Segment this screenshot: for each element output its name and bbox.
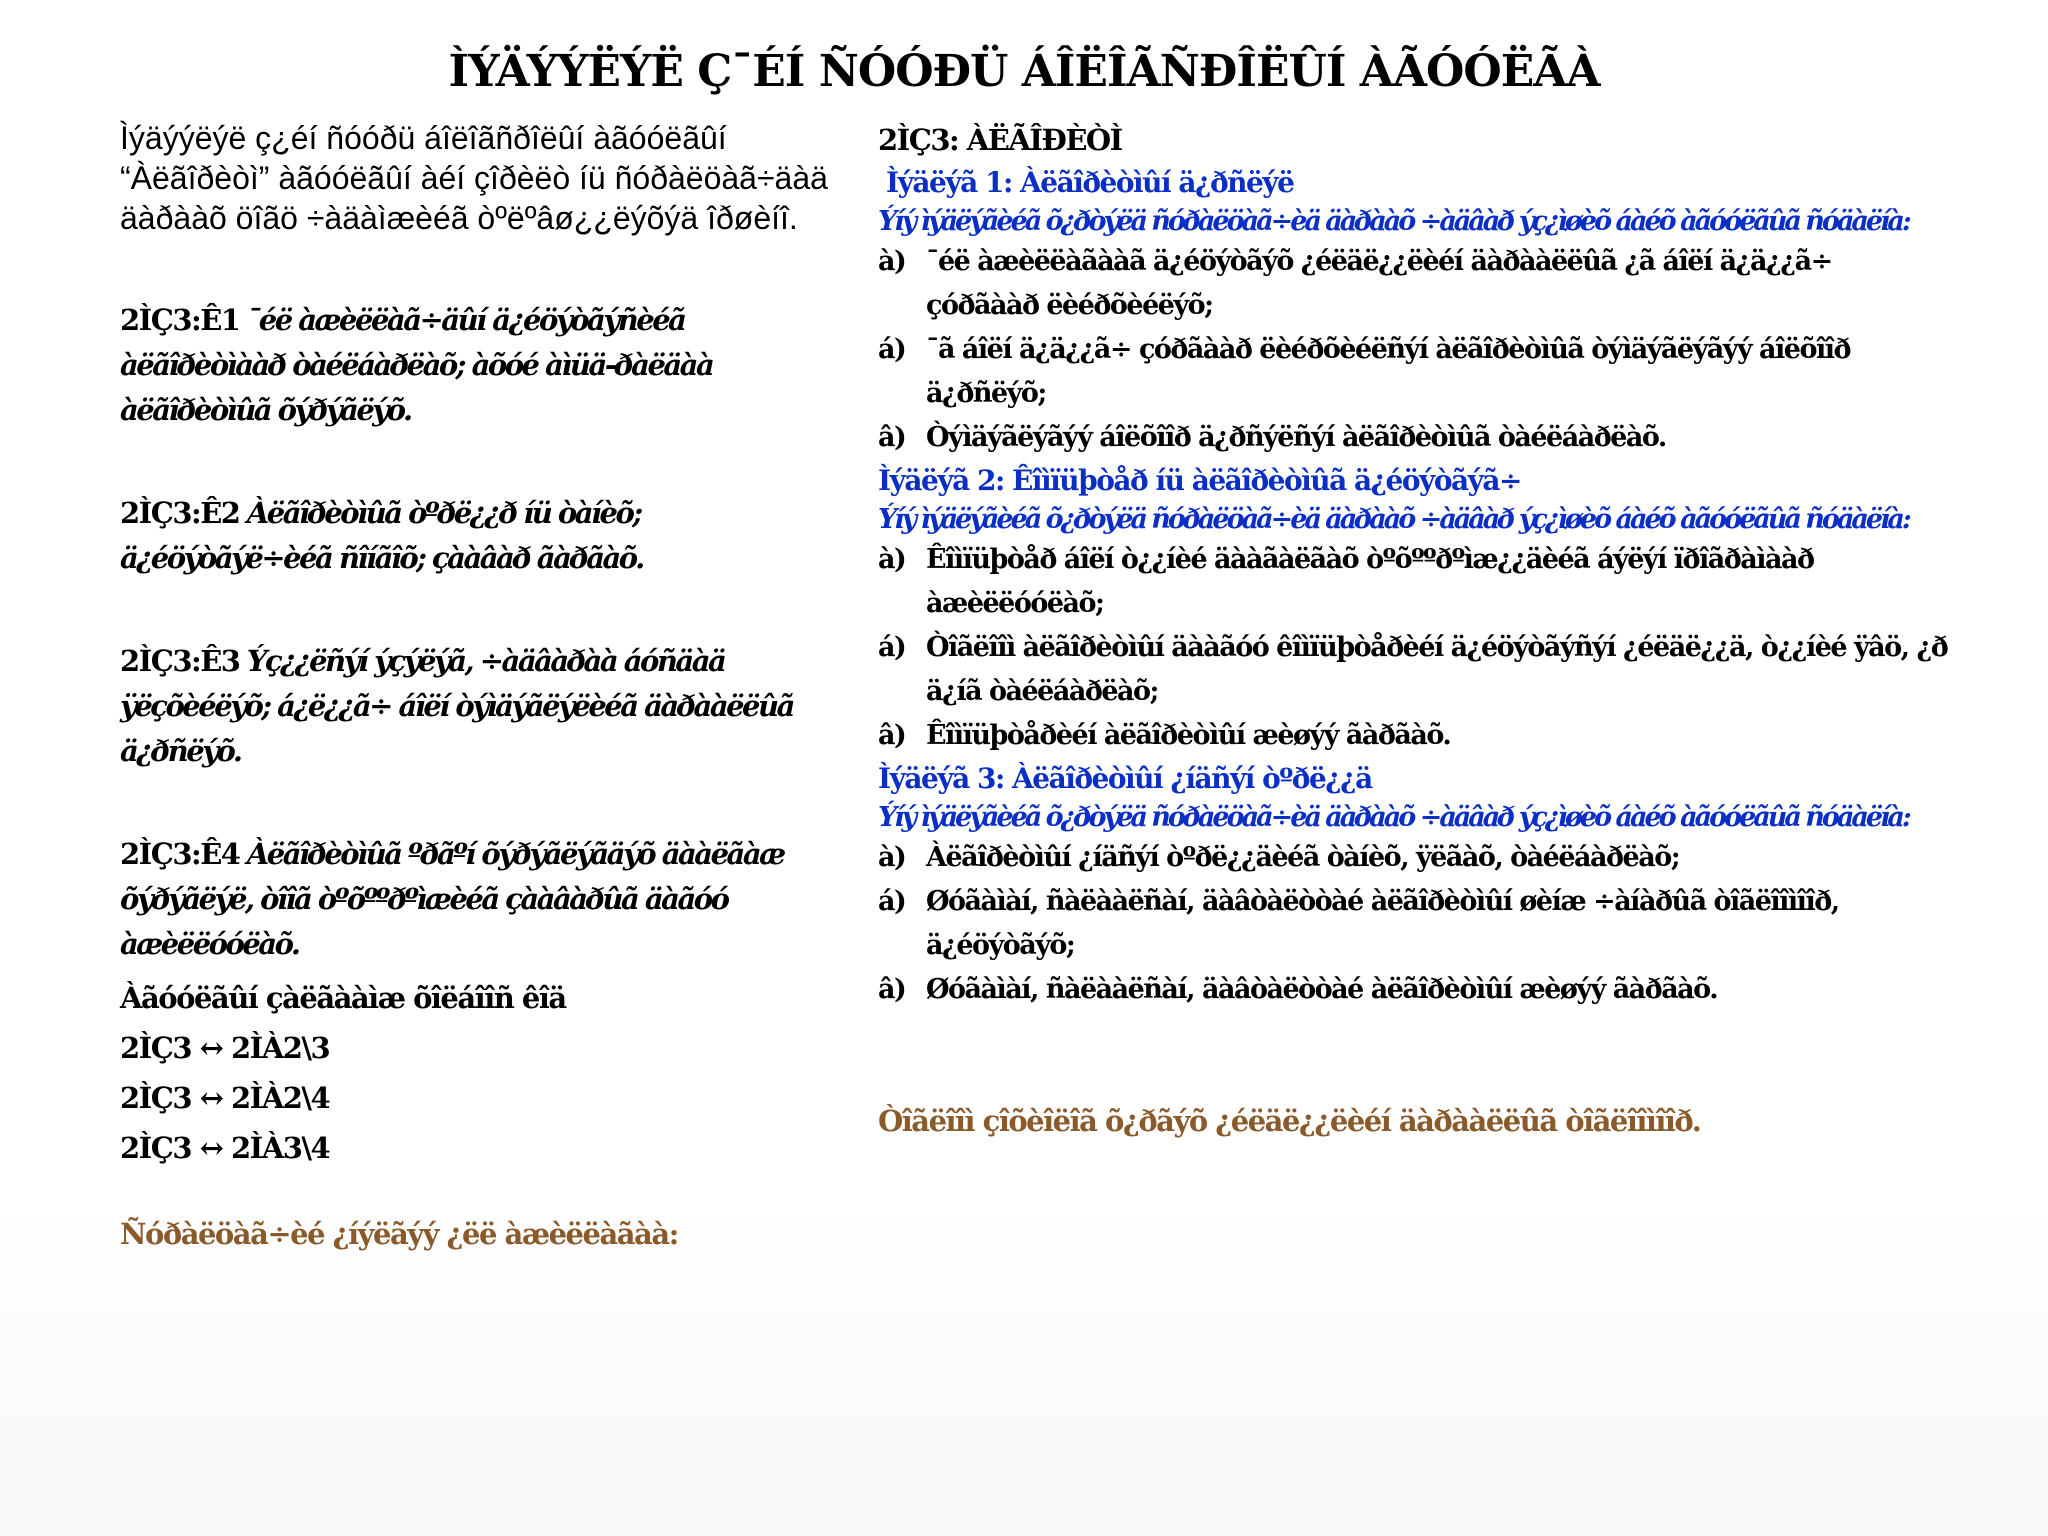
criterion-code: 2ÌÇ3:Ê2 <box>120 496 240 530</box>
item-mark: á) <box>878 334 906 365</box>
task-1-item-c <box>878 416 1948 460</box>
task-3-item-a <box>878 836 1948 880</box>
document-title: ÌÝÄÝÝËÝË Ç¯ÉÍ ÑÓÓÐÜ ÁÎËÎÃÑÐÎËÛÍ ÀÃÓÓËÃÀ <box>448 46 1600 97</box>
criterion-text: Àëãîðèòìûã òºðë¿¿ð íü òàíèõ; ä¿éöýòãýë÷èéã ñîíãîõ; çààâàð ãàðãàõ. <box>120 496 643 575</box>
relation-label: Àãóóëãûí çàëãààìæ õîëáîîñ êîä <box>120 981 566 1015</box>
right-column <box>878 118 1948 1138</box>
task-3-item-c <box>878 968 1948 1012</box>
task-3-item-b <box>878 880 1948 968</box>
task-1-title: Ìýäëýã 1: Àëãîðèòìûí ä¿ðñëýë <box>886 166 1294 199</box>
task-3-note: Ýíý ìýäëýãèéã õ¿ðòýëä ñóðàëöàã÷èä äàðààõ ÷àäâàð ýç¿ìøèõ áàéõ àãóóëãûã ñóäàëíà: <box>878 802 1909 833</box>
task-1-item-a <box>878 240 1948 328</box>
item-mark: à) <box>878 544 906 575</box>
right-footer: Òîãëîîì çîõèîëîã õ¿ðãýõ ¿éëäë¿¿ëèéí äàðààëëûã òîãëîîìîîð. <box>878 1104 1701 1138</box>
criterion-2 <box>120 491 840 581</box>
section-title: 2ÌÇ3: ÀËÃÎÐÈÒÌ <box>878 123 1122 157</box>
criterion-code: 2ÌÇ3:Ê1 <box>120 303 240 337</box>
item-mark: â) <box>878 974 906 1005</box>
task-2-item-b <box>878 626 1948 714</box>
criterion-text: Ýç¿¿ëñýí ýçýëýã, ÷àäâàðàà áóñäàä ÿëçõèéëýõ; á¿ë¿¿ã÷ áîëí òýìäýãëýëèéã äàðààëëûã ä¿ðñëýõ. <box>120 644 793 768</box>
task-3-title: Ìýäëýã 3: Àëãîðèòìûí ¿íäñýí òºðë¿¿ä <box>878 762 1372 795</box>
relation-2: 2ÌÇ3 ↔ 2ÌÀ2\4 <box>120 1081 330 1115</box>
criterion-text: Àëãîðèòìûã ºðãºí õýðýãëýãäýõ äààëãàæ õýðýãëýë, òîîã òºõººðºìæèéã çààâàðûã äàãóó àæèëëóóëàõ. <box>120 837 784 961</box>
task-2-item-c <box>878 714 1948 758</box>
item-text: Òýìäýãëýãýý áîëõîîð ä¿ðñýëñýí àëãîðèòìûã òàéëáàðëàõ. <box>926 422 1666 453</box>
left-column <box>120 118 840 1259</box>
item-mark: à) <box>878 246 906 277</box>
task-1-item-b <box>878 328 1948 416</box>
item-text: Àëãîðèòìûí ¿íäñýí òºðë¿¿äèéã òàíèõ, ÿëãàõ, òàéëáàðëàõ; <box>926 842 1680 873</box>
criterion-3 <box>120 639 840 774</box>
item-mark: â) <box>878 422 906 453</box>
criterion-code: 2ÌÇ3:Ê4 <box>120 837 240 871</box>
criterion-code: 2ÌÇ3:Ê3 <box>120 644 240 678</box>
relation-3: 2ÌÇ3 ↔ 2ÌÀ3\4 <box>120 1131 330 1165</box>
item-text: Òîãëîîì àëãîðèòìûí äààãóó êîìïüþòåðèéí ä¿éöýòãýñýí ¿éëäë¿¿ä, ò¿¿íèé ÿâö, ¿ð ä¿íã òàéëáàðëàõ; <box>926 632 1948 707</box>
left-footer: Ñóðàëöàã÷èé ¿íýëãýý ¿ëë àæèëëàãàà: <box>120 1217 678 1251</box>
criterion-1 <box>120 298 840 433</box>
intro-paragraph: Ìýäýýëýë ç¿éí ñóóðü áîëîãñðîëûí àãóóëãûí “Àëãîðèòì” àãóóëãûí àéí çîðèëò íü ñóðàëöàã÷äàä äàðààõ öîãö ÷àäàìæèéã òºëºâø¿¿ëýõýä îðøèíî. <box>120 120 828 236</box>
criterion-text: ¯éë àæèëëàã÷äûí ä¿éöýòãýñèéã àëãîðèòìààð òàéëáàðëàõ; àõóé àìüä-ðàëäàà àëãîðèòìûã õýðýãëýõ. <box>120 303 713 427</box>
task-1-note: Ýíý ìýäëýãèéã õ¿ðòýëä ñóðàëöàã÷èä äàðààõ ÷àäâàð ýç¿ìøèõ áàéõ àãóóëãûã ñóäàëíà: <box>878 206 1909 237</box>
item-mark: â) <box>878 720 906 751</box>
task-2-item-a <box>878 538 1948 626</box>
item-mark: á) <box>878 886 906 917</box>
task-2-note: Ýíý ìýäëýãèéã õ¿ðòýëä ñóðàëöàã÷èä äàðààõ ÷àäâàð ýç¿ìøèõ áàéõ àãóóëãûã ñóäàëíà: <box>878 504 1909 535</box>
task-2-title: Ìýäëýã 2: Êîìïüþòåð íü àëãîðèòìûã ä¿éöýòãýã÷ <box>878 464 1522 497</box>
item-text: Øóãàìàí, ñàëààëñàí, äàâòàëòòàé àëãîðèòìûí æèøýý ãàðãàõ. <box>926 974 1718 1005</box>
item-text: ¯ã áîëí ä¿ä¿¿ã÷ çóðãààð ëèéðõèéëñýí àëãîðèòìûã òýìäýãëýãýý áîëõîîð ä¿ðñëýõ; <box>926 334 1850 409</box>
item-mark: á) <box>878 632 906 663</box>
criterion-4 <box>120 832 840 967</box>
item-text: Êîìïüþòåðèéí àëãîðèòìûí æèøýý ãàðãàõ. <box>926 720 1451 751</box>
item-text: Êîìïüþòåð áîëí ò¿¿íèé äààãàëãàõ òºõººðºìæ¿¿äèéã áýëýí ïðîãðàìààð àæèëëóóëàõ; <box>926 544 1814 619</box>
relation-1: 2ÌÇ3 ↔ 2ÌÀ2\3 <box>120 1031 330 1065</box>
item-mark: à) <box>878 842 906 873</box>
item-text: ¯éë àæèëëàãààã ä¿éöýòãýõ ¿éëäë¿¿ëèéí äàðààëëûã ¿ã áîëí ä¿ä¿¿ã÷ çóðãààð ëèéðõèéëýõ; <box>926 246 1832 321</box>
item-text: Øóãàìàí, ñàëààëñàí, äàâòàëòòàé àëãîðèòìûí øèíæ ÷àíàðûã òîãëîîìîîð, ä¿éöýòãýõ; <box>926 886 1839 961</box>
